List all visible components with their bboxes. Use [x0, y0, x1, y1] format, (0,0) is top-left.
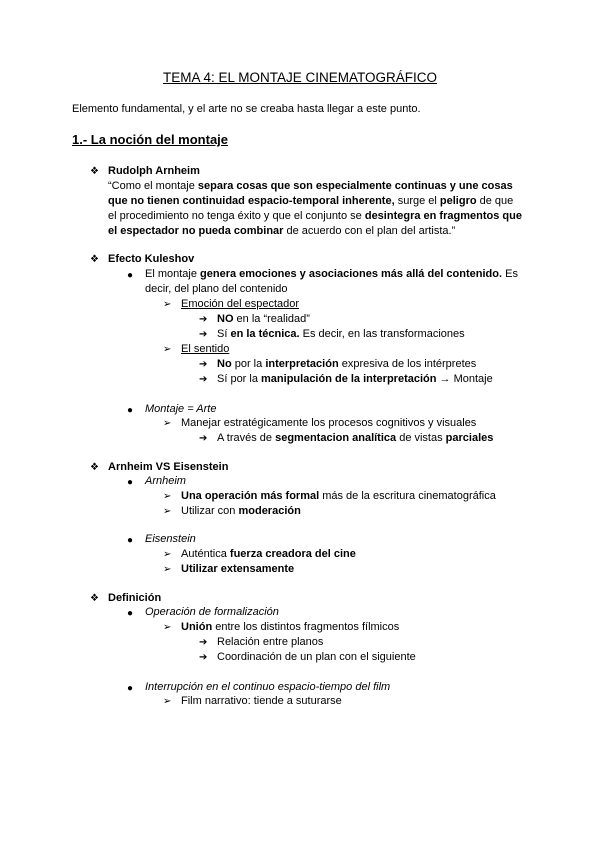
arrow-bullet-icon: ➔: [199, 637, 208, 648]
arrow-bullet-icon: ➔: [199, 374, 208, 385]
list-item: A través de segmentacion analítica de vistas parciales: [217, 432, 494, 444]
intro-text: Elemento fundamental, y el arte no se creaba hasta llegar a este punto.: [72, 103, 421, 115]
dot-bullet-icon: ●: [127, 683, 134, 694]
list-item: Arnheim: [145, 475, 186, 487]
list-item: El sentido: [181, 343, 230, 355]
list-item: Interrupción en el continuo espacio-tiempo del film: [145, 681, 391, 693]
list-item: Sí en la técnica. Es decir, en las transformaciones: [217, 328, 465, 340]
arrowhead-bullet-icon: ➢: [163, 299, 172, 310]
list-item: Utilizar con moderación: [181, 505, 301, 517]
diamond-bullet-icon: ❖: [90, 462, 99, 473]
list-item: Auténtica fuerza creadora del cine: [181, 548, 356, 560]
list-item: Sí por la manipulación de la interpretación → Montaje: [217, 373, 493, 385]
arnheim-quote-line: que no tienen continuidad espacio-temporal inherente, surge el peligro de que: [108, 195, 514, 207]
arrowhead-bullet-icon: ➢: [163, 622, 172, 633]
diamond-bullet-icon: ❖: [90, 254, 99, 265]
arrow-bullet-icon: ➔: [199, 652, 208, 663]
arrowhead-bullet-icon: ➢: [163, 491, 172, 502]
arrowhead-bullet-icon: ➢: [163, 696, 172, 707]
diamond-bullet-icon: ❖: [90, 166, 99, 177]
list-item: Operación de formalización: [145, 606, 279, 618]
list-item: No por la interpretación expresiva de los intérpretes: [217, 358, 477, 370]
list-item: Film narrativo: tiende a suturarse: [181, 695, 342, 707]
arnheim-heading: Rudolph Arnheim: [108, 165, 200, 177]
list-item: Unión entre los distintos fragmentos fílmicos: [181, 621, 400, 633]
arrow-bullet-icon: ➔: [199, 433, 208, 444]
list-item: NO en la “realidad”: [217, 313, 310, 325]
arnheim-quote-line: “Como el montaje separa cosas que son especialmente continuas y une cosas: [108, 180, 513, 192]
list-item: Emoción del espectador: [181, 298, 300, 310]
dot-bullet-icon: ●: [127, 477, 134, 488]
arrowhead-bullet-icon: ➢: [163, 344, 172, 355]
list-item: Relación entre planos: [217, 636, 324, 648]
dot-bullet-icon: ●: [127, 405, 134, 416]
kuleshov-heading: Efecto Kuleshov: [108, 253, 195, 265]
dot-bullet-icon: ●: [127, 608, 134, 619]
list-item: decir, del plano del contenido: [145, 283, 288, 295]
arnheim-quote-line: el procedimiento no tenga éxito y que el conjunto se desintegra en fragmentos que: [108, 210, 522, 222]
list-item: El montaje genera emociones y asociaciones más allá del contenido. Es: [145, 268, 518, 280]
list-item: Eisenstein: [145, 533, 196, 545]
page-title: TEMA 4: EL MONTAJE CINEMATOGRÁFICO: [162, 70, 438, 85]
dot-bullet-icon: ●: [127, 270, 134, 281]
arrow-bullet-icon: ➔: [199, 314, 208, 325]
arrowhead-bullet-icon: ➢: [163, 564, 172, 575]
arrow-bullet-icon: ➔: [199, 329, 208, 340]
arrowhead-bullet-icon: ➢: [163, 418, 172, 429]
arrow-bullet-icon: ➔: [199, 359, 208, 370]
list-item: Utilizar extensamente: [181, 563, 295, 575]
list-item: Manejar estratégicamente los procesos cognitivos y visuales: [181, 417, 477, 429]
arrowhead-bullet-icon: ➢: [163, 549, 172, 560]
arnheim-quote-line: el espectador no pueda combinar de acuerdo con el plan del artista.”: [108, 225, 456, 237]
list-item: Montaje = Arte: [145, 403, 217, 415]
diamond-bullet-icon: ❖: [90, 593, 99, 604]
vs-heading: Arnheim VS Eisenstein: [108, 461, 229, 473]
arrowhead-bullet-icon: ➢: [163, 506, 172, 517]
section-heading: 1.- La noción del montaje: [72, 132, 229, 147]
dot-bullet-icon: ●: [127, 535, 134, 546]
definicion-heading: Definición: [108, 592, 162, 604]
list-item: Coordinación de un plan con el siguiente: [217, 651, 416, 663]
list-item: Una operación más formal más de la escritura cinematográfica: [181, 490, 496, 502]
